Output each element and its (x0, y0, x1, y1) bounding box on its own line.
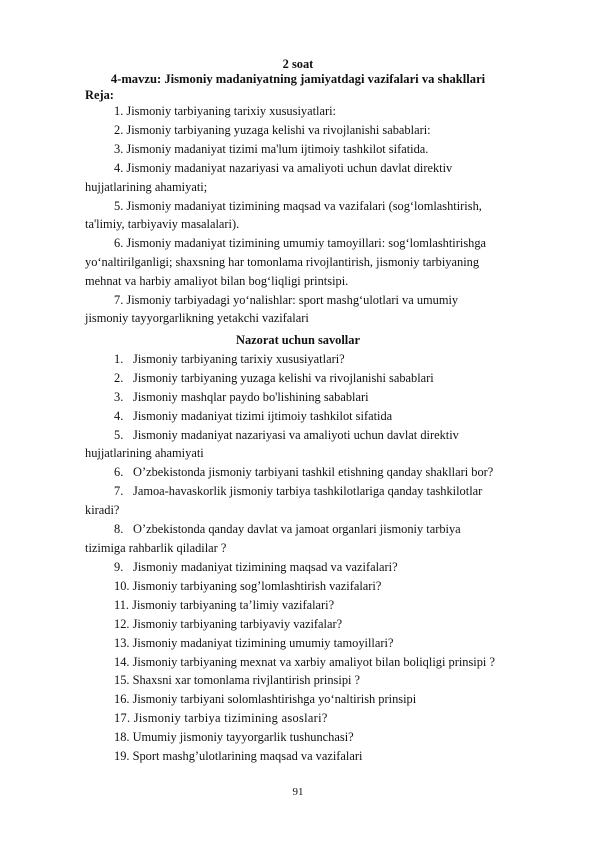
plan-item-2: 2. Jismoniy tarbiyaning yuzaga kelishi va rivojlanishi sabablari: (114, 123, 431, 137)
question-1-text: Jismoniy tarbiyaning tarixiy xususiyatlari? (133, 352, 345, 366)
question-9-text: Jismoniy madaniyat tizimining maqsad va vazifalari? (133, 560, 398, 574)
question-4-text: Jismoniy madaniyat tizimi ijtimoiy tashkilot sifatida (133, 409, 393, 423)
question-2-number: 2. (114, 371, 124, 385)
question-2-text: Jismoniy tarbiyaning yuzaga kelishi va rivojlanishi sabablari (133, 371, 434, 385)
question-12: 12. Jismoniy tarbiyaning tarbiyaviy vazifalar? (114, 617, 343, 631)
plan-item-5: 5. Jismoniy madaniyat tizimining maqsad va vazifalari (sog‘lomlashtirish, (114, 199, 482, 213)
plan-item-7: 7. Jismoniy tarbiyadagi yo‘nalishlar: sport mashg‘ulotlari va umumiy (114, 293, 459, 307)
question-6-number: 6. (114, 465, 124, 479)
question-14: 14. Jismoniy tarbiyaning mexnat va xarbiy amaliyot bilan boliqligi prinsipi ? (114, 655, 495, 669)
question-6-text: O’zbekistonda jismoniy tarbiyani tashkil etishning qanday shakllari bor? (133, 465, 494, 479)
question-15: 15. Shaxsni xar tomonlama rivjlantirish prinsipi ? (114, 673, 361, 687)
question-18: 18. Umumiy jismoniy tayyorgarlik tushunchasi? (114, 730, 354, 744)
question-3-number: 3. (114, 390, 124, 404)
plan-item-3: 3. Jismoniy madaniyat tizimi ma'lum ijtimoiy tashkilot sifatida. (114, 142, 429, 156)
question-19: 19. Sport mashg’ulotlarining maqsad va vazifalari (114, 749, 363, 763)
question-7-text: Jamoa-havaskorlik jismoniy tarbiya tashkilotlariga qanday tashkilotlar (133, 484, 483, 498)
plan-item-1: 1. Jismoniy tarbiyaning tarixiy xususiyatlari: (114, 104, 336, 118)
question-5-text: Jismoniy madaniyat nazariyasi va amaliyoti uchun davlat direktiv (133, 428, 459, 442)
question-3-text: Jismoniy mashqlar paydo bo'lishining sabablari (133, 390, 369, 404)
question-9-number: 9. (114, 560, 124, 574)
plan-item-4: 4. Jismoniy madaniyat nazariyasi va amaliyoti uchun davlat direktiv (114, 161, 453, 175)
question-8-number: 8. (114, 522, 124, 536)
plan-item-4-cont: hujjatlarining ahamiyati; (85, 180, 208, 194)
question-7-cont: kiradi? (85, 503, 120, 517)
question-8-cont: tizimiga rahbarlik qiladilar ? (85, 541, 227, 555)
question-11: 11. Jismoniy tarbiyaning ta’limiy vazifalari? (114, 598, 335, 612)
question-8-text: O’zbekistonda qanday davlat va jamoat organlari jismoniy tarbiya (133, 522, 461, 536)
plan-item-6: 6. Jismoniy madaniyat tizimining umumiy tamoyillari: sog‘lomlashtirishga (114, 236, 487, 250)
question-13: 13. Jismoniy madaniyat tizimining umumiy tamoyillari? (114, 636, 394, 650)
question-5-cont: hujjatlarining ahamiyati (85, 446, 204, 460)
control-questions-title: Nazorat uchun savollar (236, 333, 360, 347)
question-17: 17. Jismoniy tarbiya tizimining asoslari? (114, 711, 328, 725)
plan-item-6-cont2: mehnat va harbiy amaliyot bilan bog‘liqligi printsipi. (85, 274, 349, 288)
plan-item-5-cont: ta'limiy, tarbiyaviy masalalari). (85, 217, 240, 231)
question-7-number: 7. (114, 484, 124, 498)
question-5-number: 5. (114, 428, 124, 442)
plan-item-7-cont: jismoniy tayyorgarlikning yetakchi vazifalari (85, 311, 309, 325)
page-number: 91 (292, 786, 304, 798)
question-1-number: 1. (114, 352, 124, 366)
topic-title: 4-mavzu: Jismoniy madaniyatning jamiyatdagi vazifalari va shakllari (110, 72, 486, 86)
hours-label: 2 soat (282, 57, 314, 71)
question-4-number: 4. (114, 409, 124, 423)
plan-item-6-cont: yo‘naltirilganligi; shaxsning har tomonlama rivojlantirish, jismoniy tarbiyaning (85, 255, 480, 269)
plan-label: Reja: (85, 88, 114, 102)
question-10: 10. Jismoniy tarbiyaning sog’lomlashtirish vazifalari? (114, 579, 382, 593)
question-16: 16. Jismoniy tarbiyani solomlashtirishga yo‘naltirish prinsipi (114, 692, 417, 706)
